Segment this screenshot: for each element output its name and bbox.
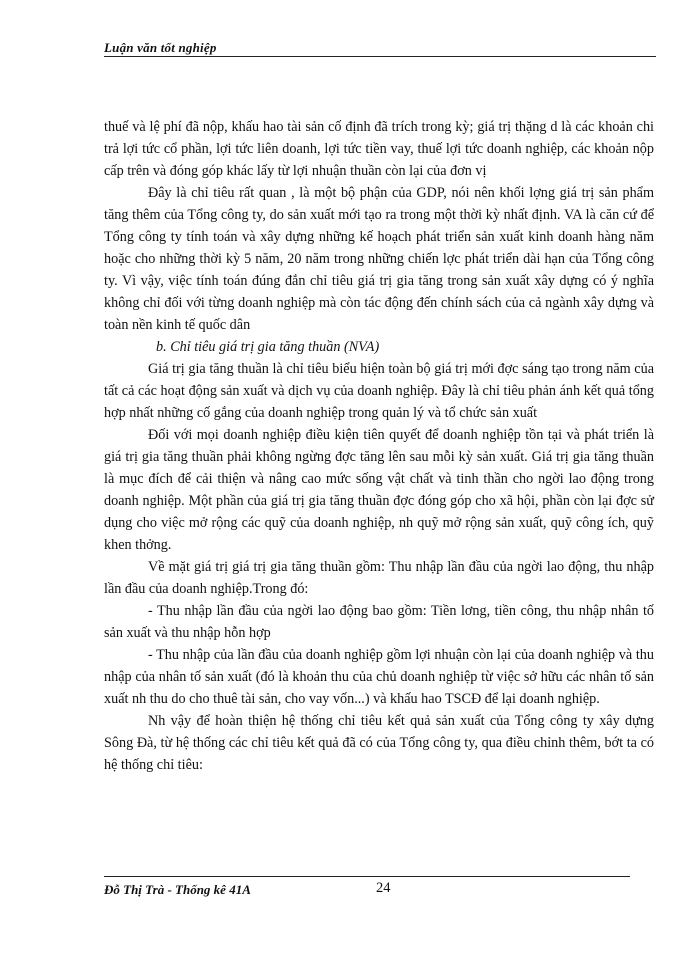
paragraph-4: Đối với mọi doanh nghiệp điều kiện tiên quyết để doanh nghiệp tồn tại và phát triển là giá trị gia tăng thuần phải không ngừng đợc tăng lên sau mỗi kỳ sản xuất. Giá trị gia tăng thuần là mục đích để cải thiện và nâng cao mức sống vật chất và tinh thần cho ngời lao động trong doanh nghiệp. Một phần của giá trị gia tăng thuần đợc đóng góp cho xã hội, phần còn lại đợc sử dụng cho việc mở rộng các quỹ của doanh nghiệp, nh quỹ mở rộng sản xuất, quỹ công ích, quỹ khen thởng.	[104, 427, 654, 553]
header-title: Luận văn tốt nghiệp	[104, 40, 217, 55]
body-text	[104, 116, 654, 776]
paragraph-5: Về mặt giá trị giá trị gia tăng thuần gồm: Thu nhập lần đầu của ngời lao động, thu nhập lần đầu của doanh nghiệp.Trong đó:	[104, 559, 654, 597]
header-rule	[104, 56, 656, 57]
paragraph-3: Giá trị gia tăng thuần là chỉ tiêu biểu hiện toàn bộ giá trị mới đợc sáng tạo trong năm của tất cả các hoạt động sản xuất và dịch vụ của doanh nghiệp. Đây là chỉ tiêu phản ánh kết quả tổng hợp nhất những cố gắng của doanh nghiệp trong quản lý và tổ chức sản xuất	[104, 361, 654, 421]
section-heading-b: b. Chỉ tiêu giá trị gia tăng thuần (NVA)	[156, 339, 380, 355]
paragraph-2: Đây là chỉ tiêu rất quan , là một bộ phận của GDP, nói nên khối lợng giá trị sản phẩm tăng thêm của Tổng công ty, do sản xuất mới tạo ra trong một thời kỳ nhất định. VA là căn cứ để Tổng công ty tính toán và xây dựng những kế hoạch phát triển sản xuất kinh doanh hàng năm hoặc cho những thời kỳ 5 năm, 20 năm trong những chiến lợc phát triển dài hạn của Tổng công ty. Vì vậy, việc tính toán đúng đắn chỉ tiêu giá trị gia tăng trong sản xuất xây dựng có ý nghĩa không chỉ đối với từng doanh nghiệp mà còn tác động đến chính sách của cả ngành xây dựng và toàn nền kinh tế quốc dân	[104, 185, 654, 333]
bullet-1: - Thu nhập lần đầu của ngời lao động bao gồm: Tiền lơng, tiền công, thu nhập nhân tố sản xuất và thu nhập hỗn hợp	[104, 603, 654, 641]
footer-author: Đỗ Thị Trà - Thống kê 41A	[104, 882, 251, 897]
paragraph-8: Nh vậy để hoàn thiện hệ thống chỉ tiêu kết quả sản xuất của Tổng công ty xây dựng Sông Đà, từ hệ thống các chỉ tiêu kết quả đã có của Tổng công ty, qua điều chỉnh thêm, bớt ta có hệ thống chỉ tiêu:	[104, 713, 654, 773]
bullet-2: - Thu nhập của lần đầu của doanh nghiệp gồm lợi nhuận còn lại của doanh nghiệp và thu nhập của nhân tố sản xuất (đó là khoản thu của chủ doanh nghiệp từ việc sở hữu các nhân tố sản xuất nh thu do cho thuê tài sản, cho vay vốn...) và khấu hao TSCĐ để lại doanh nghiệp.	[104, 647, 654, 707]
footer-rule	[104, 876, 630, 877]
paragraph-1: thuế và lệ phí đã nộp, khấu hao tài sản cố định đã trích trong kỳ; giá trị thặng d là các khoản chi trả lợi tức cổ phần, lợi tức liên doanh, lợi tức tiền vay, thuế lợi tức doanh nghiệp, các khoản nộp cấp trên và đóng góp khác lấy từ lợi nhuận thuần còn lại của đơn vị	[104, 119, 654, 179]
page-number: 24	[376, 880, 391, 896]
